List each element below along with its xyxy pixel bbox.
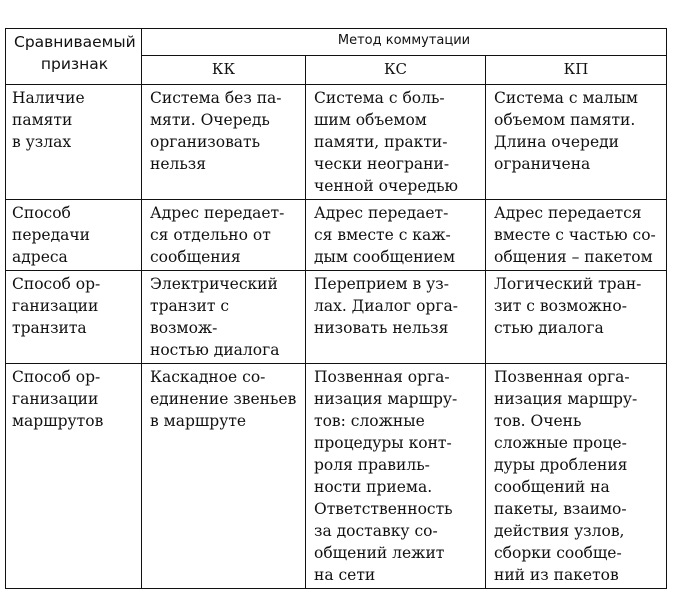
table-row <box>6 200 667 271</box>
cell-ks: Система с боль- шим объемом памяти, практи- чески неограни- ченной очередью <box>306 85 486 200</box>
table-row <box>6 364 667 589</box>
cell-kk: Система без па- мяти. Очередь организовать нельзя <box>142 85 306 200</box>
row-feature-cell: Способ ор- ганизации маршрутов <box>6 364 142 589</box>
cell-kp: Система с малым объемом памяти. Длина очереди ограничена <box>486 85 667 200</box>
cell-kk: Адрес передает- ся отдельно от сообщения <box>142 200 306 271</box>
cell-ks: Адрес передает- ся вместе с каж- дым сообщением <box>306 200 486 271</box>
row-feature-cell: Способ передачи адреса <box>6 200 142 271</box>
cell-kp: Позвенная орга- низация маршру- тов. Очень сложные проце- дуры дробления сообщений на пакеты, взаимо- действия узлов, сборки сообще- ний из пакетов <box>486 364 667 589</box>
cell-kk: Электрический транзит с возмож- ностью диалога <box>142 271 306 364</box>
cell-kp: Логический тран- зит с возможно- стью диалога <box>486 271 667 364</box>
method-header-ks: КС <box>306 56 486 85</box>
cell-kk: Каскадное со- единение звеньев в маршруте <box>142 364 306 589</box>
row-feature-cell: Наличие памяти в узлах <box>6 85 142 200</box>
table-row <box>6 85 667 200</box>
feature-column-header: Сравниваемый признак <box>6 29 142 85</box>
cell-ks: Переприем в уз- лах. Диалог орга- низовать нельзя <box>306 271 486 364</box>
cell-ks: Позвенная орга- низация маршру- тов: сложные процедуры конт- роля правиль- ности приема. Ответственность за доставку со- общений лежит на сети <box>306 364 486 589</box>
method-header-kk: КК <box>142 56 306 85</box>
cell-kp: Адрес передается вместе с частью со- общения – пакетом <box>486 200 667 271</box>
header-row-top <box>6 29 667 56</box>
row-feature-cell: Способ ор- ганизации транзита <box>6 271 142 364</box>
method-header-kp: КП <box>486 56 667 85</box>
table-row <box>6 271 667 364</box>
comparison-table <box>5 28 667 589</box>
switching-method-header: Метод коммутации <box>142 29 667 56</box>
